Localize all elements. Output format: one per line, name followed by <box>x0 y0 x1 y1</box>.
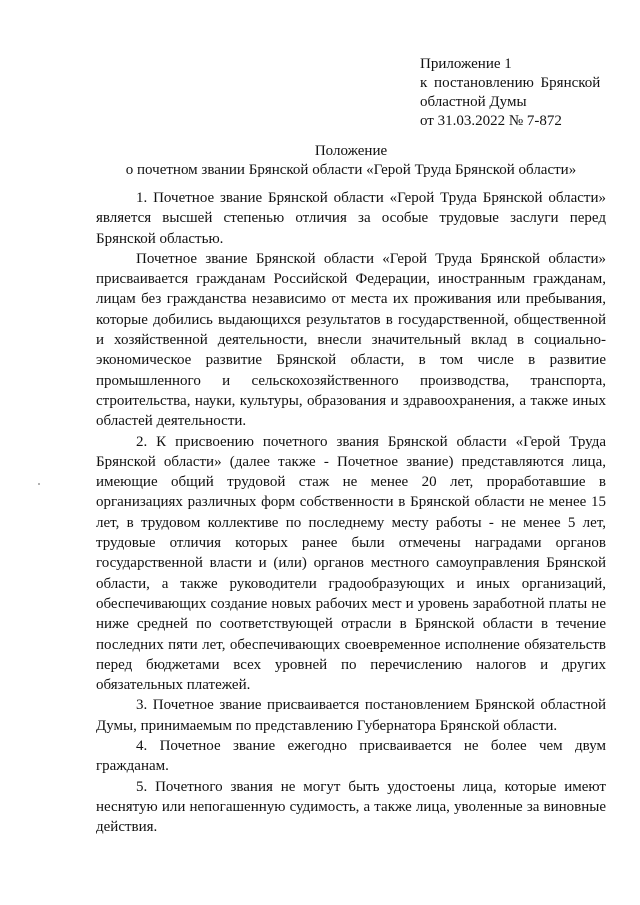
annex-reference: к постановлению Брянской <box>420 75 601 91</box>
paragraph-2: 2. К присвоению почетного звания Брянской области «Герой Труда Брянской области» (далее также - Почетное звание) представляются лица, имеющие общий трудовой стаж не менее 20 лет, проработавшие в организациях различных форм собственности в Брянской области не менее 15 лет, в трудовом коллективе по последнему месту работы - не менее 5 лет, трудовые отличия которых ранее были отмечены наградами органов государственной власти и (или) органов местного самоуправления Брянской области, а также руководители градообразующих и иных организаций, обеспечивающих создание новых рабочих мест и уровень заработной платы не ниже средней по соответствующей отрасли в Брянской области в течение последних пяти лет, обеспечивающих своевременное исполнение обязательств перед бюджетами всех уровней по перечислению налогов и других обязательных платежей. <box>96 433 606 694</box>
annex-authority: областной Думы <box>420 94 527 110</box>
annex-block <box>420 55 610 131</box>
document-title: Положение <box>314 143 388 159</box>
document-heading <box>96 142 606 180</box>
paragraph-1: 1. Почетное звание Брянской области «Герой Труда Брянской области» является высшей степенью отличия за особые трудовые заслуги перед Брянской областью. <box>96 190 606 247</box>
annex-number: Приложение 1 <box>420 56 512 72</box>
paragraph-5: 5. Почетного звания не могут быть удостоены лица, которые имеют неснятую или непогашенную судимость, а также лица, уволенные за виновные действия. <box>96 778 606 836</box>
document-body <box>96 188 606 838</box>
paragraph-1-continued: Почетное звание Брянской области «Герой Труда Брянской области» присваивается гражданам Российской Федерации, иностранным гражданам, лицам без гражданства независимо от места их проживания или пребывания, которые добились выдающихся результатов в государственной, общественной и хозяйственной деятельности, внесли значительный вклад в социально-экономическое развитие Брянской области, в том числе в развитие промышленного и сельскохозяйственного производства, транспорта, строительства, науки, культуры, образования и здравоохранения, а также иных областей деятельности. <box>96 250 606 430</box>
document-subtitle: о почетном звании Брянской области «Герой Труда Брянской области» <box>125 162 577 178</box>
paragraph-3: 3. Почетное звание присваивается постановлением Брянской областной Думы, принимаемым по представлению Губернатора Брянской области. <box>96 697 606 734</box>
paragraph-4: 4. Почетное звание ежегодно присваивается не более чем двум гражданам. <box>96 738 606 775</box>
annex-date-number: от 31.03.2022 № 7-872 <box>420 113 562 129</box>
scan-speck <box>38 483 40 485</box>
